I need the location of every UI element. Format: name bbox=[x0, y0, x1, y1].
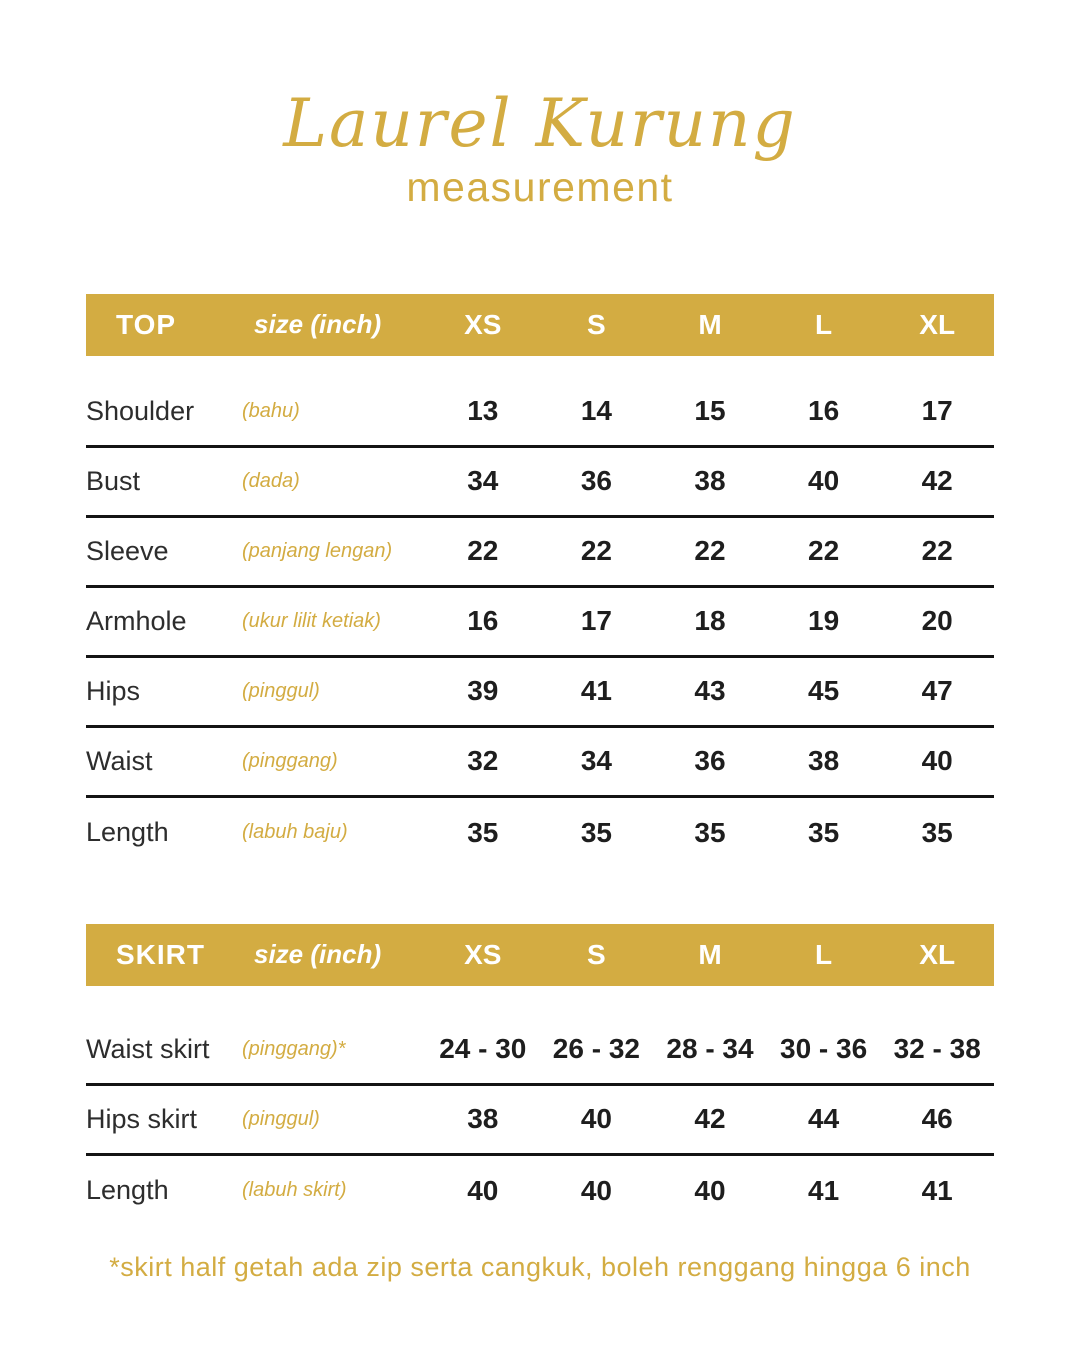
skirt-table-unit-label: size (inch) bbox=[254, 939, 382, 970]
row-label: Hips skirt bbox=[86, 1103, 198, 1134]
skirt-footnote: *skirt half getah ada zip serta cangkuk, boleh renggang hingga 6 inch bbox=[109, 1251, 971, 1282]
row-translation: (pinggang)* bbox=[242, 1037, 346, 1060]
row-translation: (bahu) bbox=[242, 399, 300, 422]
row-value-m: 42 bbox=[694, 1103, 726, 1135]
size-column-header-s: S bbox=[587, 308, 606, 340]
row-value-m: 28 - 34 bbox=[666, 1033, 754, 1065]
size-column-header-l: L bbox=[815, 938, 833, 970]
row-value-l: 35 bbox=[808, 816, 840, 848]
row-value-xl: 40 bbox=[921, 745, 953, 777]
size-column-header-xs: XS bbox=[464, 938, 502, 970]
row-value-m: 43 bbox=[694, 675, 726, 707]
row-value-m: 40 bbox=[694, 1174, 726, 1206]
row-translation: (labuh baju) bbox=[242, 821, 348, 844]
table-row-hips bbox=[86, 658, 994, 728]
row-value-xl: 46 bbox=[921, 1103, 953, 1135]
size-column-header-m: M bbox=[698, 308, 722, 340]
skirt-table-title: SKIRT bbox=[116, 938, 205, 970]
row-value-xl: 47 bbox=[921, 675, 953, 707]
row-translation: (pinggul) bbox=[242, 679, 320, 702]
top-table-header bbox=[86, 294, 994, 356]
row-translation: (pinggang) bbox=[242, 749, 338, 772]
row-label: Armhole bbox=[86, 605, 187, 636]
row-value-xl: 32 - 38 bbox=[893, 1033, 981, 1065]
size-column-header-m: M bbox=[698, 938, 722, 970]
top-table-unit-label: size (inch) bbox=[254, 309, 382, 340]
row-value-xs: 40 bbox=[467, 1174, 499, 1206]
row-translation: (pinggul) bbox=[242, 1107, 320, 1130]
row-value-xl: 41 bbox=[921, 1174, 953, 1206]
row-value-xs: 22 bbox=[467, 535, 499, 567]
row-label: Hips bbox=[86, 675, 141, 706]
row-value-l: 16 bbox=[808, 395, 840, 427]
row-value-s: 26 - 32 bbox=[552, 1033, 640, 1065]
row-translation: (panjang lengan) bbox=[242, 539, 393, 562]
row-value-xs: 35 bbox=[467, 816, 499, 848]
row-value-s: 22 bbox=[580, 535, 612, 567]
size-column-header-l: L bbox=[815, 308, 833, 340]
row-value-s: 17 bbox=[580, 605, 612, 637]
top-table-title: TOP bbox=[116, 308, 177, 340]
page-subtitle: measurement bbox=[406, 163, 674, 210]
table-row-bust bbox=[86, 448, 994, 518]
row-value-s: 36 bbox=[580, 465, 612, 497]
row-value-s: 40 bbox=[580, 1174, 612, 1206]
row-value-l: 19 bbox=[808, 605, 840, 637]
skirt-table-body bbox=[86, 1016, 994, 1226]
row-value-s: 35 bbox=[580, 816, 612, 848]
size-column-header-xl: XL bbox=[919, 308, 956, 340]
row-value-xl: 35 bbox=[921, 816, 953, 848]
top-table-body bbox=[86, 378, 994, 868]
table-row-shoulder bbox=[86, 378, 994, 448]
row-value-l: 30 - 36 bbox=[780, 1033, 868, 1065]
row-value-m: 38 bbox=[694, 465, 726, 497]
row-label: Waist bbox=[86, 745, 153, 776]
table-row-length-skirt bbox=[86, 1156, 994, 1226]
row-value-l: 44 bbox=[808, 1103, 840, 1135]
skirt-measurement-table bbox=[86, 924, 994, 1226]
table-row-armhole bbox=[86, 588, 994, 658]
row-label: Length bbox=[86, 817, 169, 848]
row-value-xs: 39 bbox=[467, 675, 499, 707]
row-label: Shoulder bbox=[86, 395, 195, 426]
top-measurement-table bbox=[86, 294, 994, 868]
table-row-sleeve bbox=[86, 518, 994, 588]
row-value-s: 34 bbox=[580, 745, 612, 777]
row-value-xs: 16 bbox=[467, 605, 499, 637]
table-row-hips-skirt bbox=[86, 1086, 994, 1156]
row-value-xl: 17 bbox=[921, 395, 953, 427]
product-title: Laurel Kurung bbox=[283, 85, 797, 162]
row-value-l: 38 bbox=[808, 745, 840, 777]
row-value-m: 36 bbox=[694, 745, 726, 777]
row-value-l: 45 bbox=[808, 675, 840, 707]
row-translation: (dada) bbox=[242, 469, 300, 492]
row-translation: (ukur lilit ketiak) bbox=[242, 609, 381, 632]
row-value-m: 22 bbox=[694, 535, 726, 567]
row-value-s: 14 bbox=[580, 395, 612, 427]
table-row-length-top bbox=[86, 798, 994, 868]
row-value-m: 35 bbox=[694, 816, 726, 848]
row-value-xl: 20 bbox=[921, 605, 953, 637]
row-value-s: 40 bbox=[580, 1103, 612, 1135]
row-label: Waist skirt bbox=[86, 1033, 210, 1064]
table-row-waist-skirt bbox=[86, 1016, 994, 1086]
skirt-table-header bbox=[86, 924, 994, 986]
size-column-header-s: S bbox=[587, 938, 606, 970]
row-value-xs: 34 bbox=[467, 465, 499, 497]
row-value-xs: 32 bbox=[467, 745, 499, 777]
row-value-s: 41 bbox=[580, 675, 612, 707]
size-column-header-xl: XL bbox=[919, 938, 956, 970]
table-row-waist bbox=[86, 728, 994, 798]
title-block bbox=[0, 0, 1080, 212]
row-value-m: 18 bbox=[694, 605, 726, 637]
row-value-m: 15 bbox=[694, 395, 726, 427]
row-value-xs: 24 - 30 bbox=[439, 1033, 527, 1065]
row-value-xs: 38 bbox=[467, 1103, 499, 1135]
row-translation: (labuh skirt) bbox=[242, 1179, 347, 1202]
row-value-l: 22 bbox=[808, 535, 840, 567]
row-label: Length bbox=[86, 1175, 169, 1206]
row-value-l: 40 bbox=[808, 465, 840, 497]
row-label: Bust bbox=[86, 465, 141, 496]
row-value-xs: 13 bbox=[467, 395, 499, 427]
row-value-l: 41 bbox=[808, 1174, 840, 1206]
row-value-xl: 42 bbox=[921, 465, 953, 497]
row-value-xl: 22 bbox=[921, 535, 953, 567]
row-label: Sleeve bbox=[86, 535, 169, 566]
size-column-header-xs: XS bbox=[464, 308, 502, 340]
